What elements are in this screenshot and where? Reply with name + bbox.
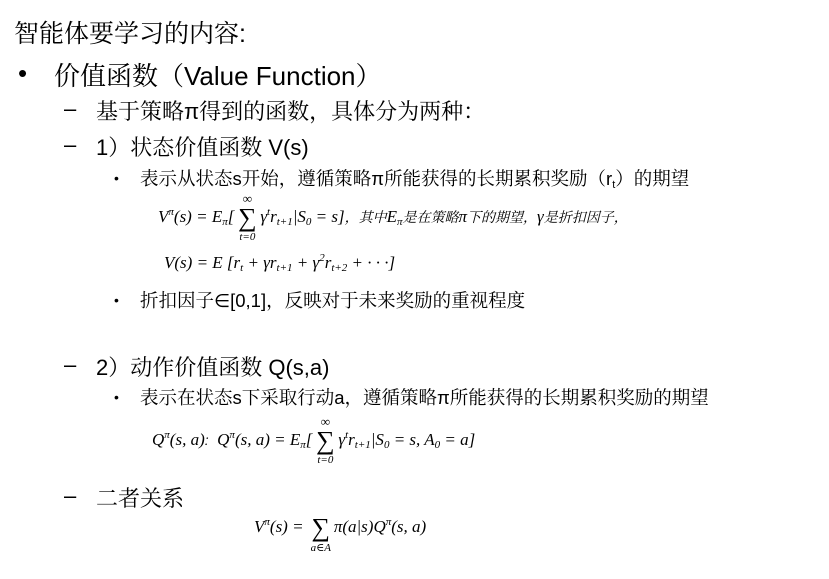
state-value-heading: 1）状态价值函数 V(s)	[96, 135, 309, 160]
dot-discount: •	[114, 292, 119, 308]
policy-function-line: 基于策略π得到的函数，具体分为两种：	[96, 99, 486, 124]
relation-heading: 二者关系	[96, 486, 185, 511]
dash-item-2: –	[64, 132, 77, 157]
dot-action-desc: •	[114, 389, 119, 405]
sum-symbol: ∞ ∑ t=0	[238, 191, 257, 243]
state-value-equation: $V^\pi(s) = E_\pi$[ ∞ ∑ t=0 $\gamma^tr_{t+1}|S_0 = s$]，其中$E_\pi$是在策略π下的期望，γ是折扣因子，	[158, 191, 628, 243]
sum-symbol: ∞ ∑ t=0	[316, 414, 335, 466]
bullet-value-function: •	[18, 58, 28, 88]
value-function-title: 价值函数（Value Function）	[54, 61, 382, 91]
state-value-expansion: V(s) = E [$r_t + \gamma r_{t+1} + \gamma^2r_{t+2}$ + · · ·]	[164, 252, 396, 274]
dot-state-desc: •	[114, 170, 119, 186]
action-value-description: 表示在状态s下采取行动a，遵循策略π所能获得的长期累积奖励的期望	[140, 387, 709, 408]
relation-equation: $V^\pi(s)$ = ∑ a∈A $\pi(a|s)Q^\pi(s$, a)	[254, 513, 427, 554]
dash-item-3: –	[64, 352, 77, 377]
dash-item-1: –	[64, 96, 77, 121]
action-value-heading: 2）动作价值函数 Q(s,a)	[96, 355, 330, 380]
sum-symbol: ∑ a∈A	[310, 513, 332, 554]
discount-factor-text: 折扣因子∈[0,1]，反映对于未来奖励的重视程度	[140, 290, 526, 311]
action-value-equation: $Q^\pi(s$, a): $Q^\pi(s$, $a) = E_\pi$[ ∞ ∑ t=0 $\gamma^tr_{t+1}|S_0 = s$, $A_0 = a$]	[152, 414, 476, 466]
page-heading: 智能体要学习的内容:	[14, 20, 246, 48]
state-value-description: 表示从状态s开始，遵循策略π所能获得的长期累积奖励$(r_t)$的期望	[140, 168, 690, 191]
dash-item-4: –	[64, 483, 77, 508]
